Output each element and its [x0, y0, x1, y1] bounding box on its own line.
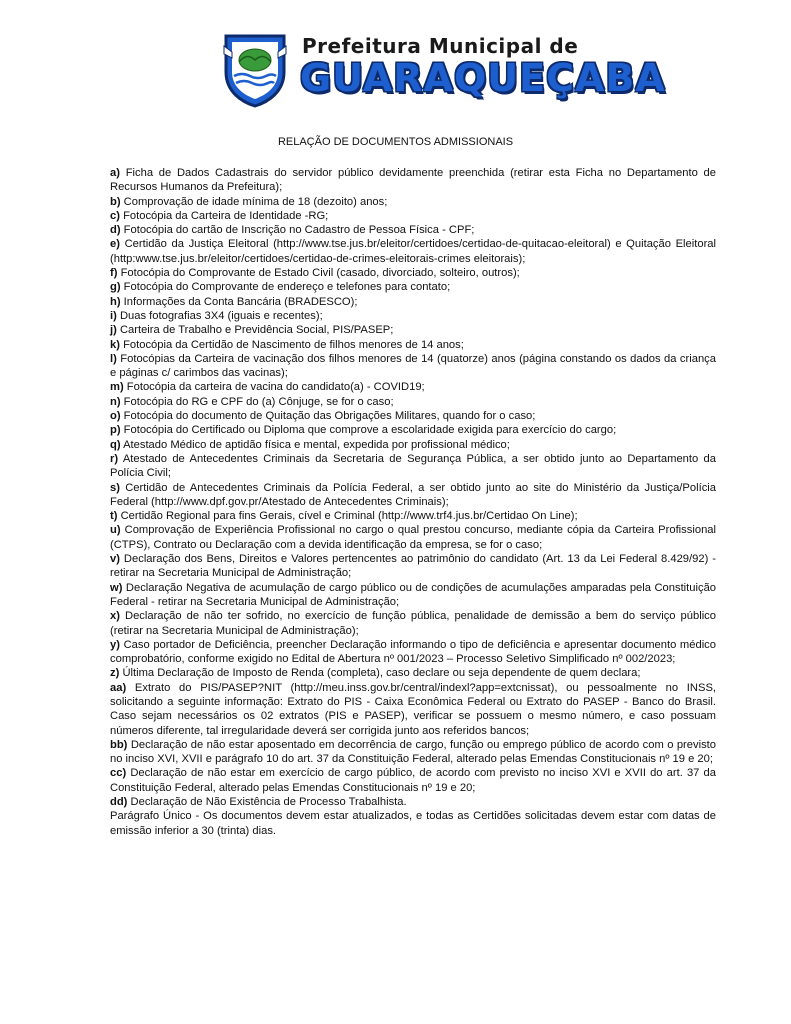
document-item-text: Atestado de Antecedentes Criminais da Secretaria de Segurança Pública, a ser obtido junto ao Departamento da Polícia Civil; [110, 452, 716, 480]
municipal-header [222, 30, 666, 110]
document-item [110, 409, 716, 423]
header-title-line1: Prefeitura Municipal de [302, 34, 579, 58]
document-item [110, 352, 716, 381]
document-item-text: Comprovação de idade mínima de 18 (dezoito) anos; [123, 195, 388, 208]
document-item-letter: q) [110, 438, 121, 451]
document-item [110, 280, 716, 294]
document-item-letter: x) [110, 610, 120, 623]
document-item-letter: u) [110, 524, 121, 537]
document-item-text: Fotocópia da carteira de vacina do candidato(a) - COVID19; [126, 381, 425, 394]
document-item [110, 323, 716, 337]
document-item [110, 195, 716, 209]
document-item [110, 423, 716, 437]
document-item-letter: s) [110, 481, 120, 494]
document-item-letter: b) [110, 195, 121, 208]
document-title: RELAÇÃO DE DOCUMENTOS ADMISSIONAIS [277, 136, 514, 148]
document-item [110, 166, 716, 195]
document-item [110, 681, 716, 738]
document-item-letter: t) [110, 510, 118, 523]
document-item-letter: j) [110, 324, 117, 337]
header-title-line2: GUARAQUEÇABA [300, 56, 666, 100]
document-item-letter: h) [110, 295, 121, 308]
document-item-letter: l) [110, 352, 117, 365]
document-item-text: Declaração de não ter sofrido, no exercício de função pública, penalidade de demissão a bem do serviço público (retirar na Secretaria Municipal de Administração); [110, 610, 716, 637]
document-item-letter: bb) [110, 738, 128, 751]
document-item-text: Informações da Conta Bancária (BRADESCO); [123, 295, 358, 308]
document-item [110, 452, 716, 481]
document-item [110, 795, 716, 809]
document-item-letter: w) [110, 581, 123, 594]
document-item-letter: cc) [110, 767, 127, 780]
document-item-letter: p) [110, 424, 121, 437]
document-item-letter: e) [110, 238, 120, 251]
document-item-letter: k) [110, 338, 120, 351]
document-item-letter: v) [110, 553, 120, 566]
document-item [110, 309, 716, 323]
document-item-text: Fotocópia da Certidão de Nascimento de filhos menores de 14 anos; [123, 338, 464, 351]
document-item [110, 552, 716, 581]
document-item [110, 395, 716, 409]
document-item-letter: r) [110, 452, 119, 465]
document-item [110, 581, 716, 610]
document-item-text: Fotocópia do Comprovante de endereço e telefones para contato; [123, 281, 451, 294]
document-item-letter: n) [110, 395, 121, 408]
document-item [110, 509, 716, 523]
document-item-text: Duas fotografias 3X4 (iguais e recentes); [119, 309, 323, 322]
document-item-text: Caso portador de Deficiência, preencher Declaração informando o tipo de deficiência e apresentar documento médico comprobatório, conforme exigido no Edital de Abertura nº 001/2023 – Processo Seletivo Simplificado nº 002/2023; [110, 638, 716, 666]
document-item [110, 295, 716, 309]
document-item-text: Extrato do PIS/PASEP?NIT (http://meu.inss.gov.br/central/indexl?app=extcnissat), ou pessoalmente no INSS, solicitando a seguinte informação: Extrato do PIS - Caixa Econômica Federal ou Extrato do PASEP - Banco do Brasil. Caso sejam necessários os 02 extratos (PIS e PASEP), verificar se possuem o mesmo número, e caso possuam números diferente, tal irregularidade deverá ser corrigida junto aos referidos bancos; [110, 681, 717, 737]
document-item-text: Carteira de Trabalho e Previdência Social, PIS/PASEP; [119, 324, 394, 337]
document-item-letter: f) [110, 267, 118, 280]
document-item-letter: m) [110, 381, 124, 394]
municipal-crest-icon [222, 32, 288, 108]
document-item-list [110, 166, 716, 809]
document-item-text: Fotocópia do Comprovante de Estado Civil (casado, divorciado, solteiro, outros); [120, 267, 520, 280]
document-item-text: Fotocópia do documento de Quitação das Obrigações Militares, quando for o caso; [123, 410, 536, 423]
document-item-text: Declaração de não estar em exercício de cargo público, de acordo com previsto no inciso XVI e XVII do art. 37 da Constituição Federal, alterado pelas Emendas Constitucionais nº 19 e 20; [110, 767, 716, 794]
document-item [110, 223, 716, 237]
document-item-text: Declaração de não estar aposentado em decorrência de cargo, função ou emprego público de acordo com o previsto no inciso XVI, XVII e parágrafo 10 do art. 37 da Constituição Federal, alterado pelas Emendas Constitucionais nº 19 e 20; [110, 738, 716, 766]
document-item-letter: d) [110, 224, 121, 237]
document-item [110, 481, 716, 510]
document-item [110, 380, 716, 394]
document-item-letter: aa) [110, 681, 127, 694]
document-item [110, 237, 716, 266]
document-item-letter: g) [110, 281, 121, 294]
document-item-text: Certidão de Antecedentes Criminais da Polícia Federal, a ser obtido junto ao site do Ministério da Justiça/Polícia Federal (http://www.dpf.gov.pr/Atestado de Antecedentes Criminais); [110, 481, 716, 508]
document-item [110, 209, 716, 223]
document-item-text: Última Declaração de Imposto de Renda (completa), caso declare ou seja dependente de quem declara; [122, 667, 641, 680]
document-item [110, 638, 716, 667]
document-item-text: Fotocópia do Certificado ou Diploma que comprove a escolaridade exigida para exercício do cargo; [123, 424, 617, 437]
document-item-text: Certidão Regional para fins Gerais, cível e Criminal (http://www.trf4.jus.br/Certidao On Line); [120, 510, 578, 523]
document-item-text: Atestado Médico de aptidão física e mental, expedida por profissional médico; [123, 438, 510, 451]
document-item [110, 666, 716, 680]
document-item-text: Ficha de Dados Cadastrais do servidor público devidamente preenchida (retirar esta Ficha no Departamento de Recursos Humanos da Prefeitura); [110, 167, 716, 194]
document-item [110, 523, 716, 552]
document-item-text: Declaração de Não Existência de Processo Trabalhista. [130, 796, 407, 809]
document-item [110, 438, 716, 452]
document-item [110, 766, 716, 795]
document-item-text: Declaração dos Bens, Direitos e Valores pertencentes ao patrimônio do candidato (Art. 13 da Lei Federal 8.429/92) - retirar na Secretaria Municipal de Administração; [110, 553, 716, 580]
document-item-letter: dd) [110, 796, 128, 809]
document-item-text: Fotocópia da Carteira de Identidade -RG; [123, 209, 329, 222]
document-item-text: Fotocópia do RG e CPF do (a) Cônjuge, se for o caso; [123, 395, 394, 408]
document-item-letter: a) [110, 167, 120, 179]
document-item [110, 266, 716, 280]
document-item [110, 338, 716, 352]
document-item-letter: i) [110, 309, 117, 322]
document-item [110, 738, 716, 767]
footer-note: Parágrafo Único - Os documentos devem estar atualizados, e todas as Certidões solicitadas devem estar com datas de emissão inferior a 30 (trinta) dias. [110, 810, 716, 837]
document-item-text: Fotocópia do cartão de Inscrição no Cadastro de Pessoa Física - CPF; [123, 224, 475, 237]
document-item [110, 609, 716, 638]
document-item-letter: o) [110, 410, 121, 423]
document-item-text: Comprovação de Experiência Profissional no cargo o qual prestou concurso, mediante cópia da Carteira Profissional (CTPS), Contrato ou Declaração com a devida identificação da empresa, se for o caso; [110, 524, 716, 551]
document-item-letter: c) [110, 209, 120, 222]
document-item-text: Certidão da Justiça Eleitoral (http://www.tse.jus.br/eleitor/certidoes/certidao-de-quitacao-eleitoral) e Quitação Eleitoral (http:www.tse.jus.br/eleitor/certidoes/certidao-de-crimes-eleitorais-crimes eleitorais); [110, 238, 716, 265]
document-item-letter: z) [110, 667, 120, 680]
document-item-text: Declaração Negativa de acumulação de cargo público ou de condições de acumulações amparadas pela Constituição Federal - retirar na Secretaria Municipal de Administração; [110, 581, 717, 608]
document-body [110, 166, 716, 838]
document-item-text: Fotocópias da Carteira de vacinação dos filhos menores de 14 (quatorze) anos (página constando os dados da criança e páginas c/ carimbos das vacinas); [110, 352, 716, 380]
document-item-letter: y) [110, 638, 120, 651]
